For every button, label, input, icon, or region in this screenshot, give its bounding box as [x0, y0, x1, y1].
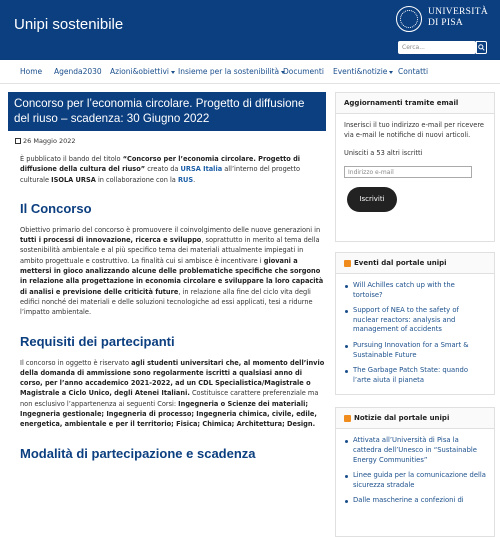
- site-header: [0, 0, 500, 60]
- sidebar: [335, 92, 495, 537]
- nav-agenda2030[interactable]: Agenda2030: [54, 67, 102, 76]
- post-date: 26 Maggio 2022: [23, 137, 76, 145]
- news-widget: [335, 407, 495, 537]
- events-widget: [335, 252, 495, 395]
- post-body: [8, 154, 326, 461]
- search-input[interactable]: Cerca...: [398, 41, 476, 54]
- university-seal-icon[interactable]: [396, 6, 422, 32]
- search-button[interactable]: [476, 41, 487, 54]
- email-widget-description: Inserisci il tuo indirizzo e-mail per ricevere via e-mail le notifiche di nuovi articoli.: [344, 121, 484, 140]
- rss-icon[interactable]: [344, 415, 351, 422]
- subscriber-count: Unisciti a 53 altri iscritti: [344, 148, 423, 157]
- list-item[interactable]: Linee guida per la comunicazione della sicurezza stradale: [344, 468, 486, 493]
- list-item[interactable]: Dalle mascherine a confezioni di: [344, 493, 486, 509]
- email-subscribe-widget: [335, 92, 495, 242]
- list-item[interactable]: The Garbage Patch State: quando l’arte aiuta il pianeta: [344, 363, 486, 388]
- section-heading-modalita: Modalità di partecipazione e scadenza: [20, 445, 256, 461]
- list-item[interactable]: Attivata all’Università di Pisa la cattedra dell’Unesco in “Sustainable Energy Communities”: [344, 433, 486, 468]
- rus-link[interactable]: RUS: [177, 175, 194, 184]
- post-meta: [15, 137, 326, 145]
- concorso-paragraph: Obiettivo primario del concorso è promuovere il coinvolgimento delle nuove generazioni in tutti i processi di innovazione, ricerca e sviluppo, soprattutto in merito al tema della sostenibilità ambientale e al più specifico tema dei materiali attualmente impiegati in ambito progettuale e costruttivo. La finalità cui si ambisce è incentivare i giovani a mettersi in gioco analizzando alcune delle problematiche specifiche che sorgono in relazione alla progettazione in economia circolare e sviluppare la loro capacità di analisi e previsione delle criticità future, in relazione alla fine del ciclo vita degli edifici nonché dei materiali e delle soluzioni tecnologiche ad essi applicati, tesi a ridurne l’impatto ambientale.: [20, 225, 324, 317]
- list-item[interactable]: Support of NEA to the safety of nuclear reactors: analysis and management of accidents: [344, 303, 486, 338]
- news-widget-title: Notizie dal portale unipi: [336, 408, 494, 429]
- email-field[interactable]: Indirizzo e-mail: [344, 166, 472, 178]
- nav-azioni-obiettivi[interactable]: Azioni&obiettivi: [110, 67, 175, 76]
- subscribe-button[interactable]: Iscriviti: [347, 187, 397, 212]
- news-list: [336, 429, 494, 515]
- intro-paragraph: È pubblicato il bando del titolo “Concorso per l’economia circolare. Progetto di diffusione della cultura del riuso” creato da URSA Italia all’interno del progetto culturale ISOLA URSA in collaborazione con la RUS.: [20, 155, 301, 184]
- section-heading-concorso: Il Concorso: [20, 200, 92, 216]
- requisiti-paragraph: Il concorso in oggetto è riservato agli studenti universitari che, al momento dell’invio della domanda di ammissione sono regolarmente iscritti a qualsiasi anno di corso, per l’anno accademico 2021-2022, ad un CDL Specialistica/Magistrale o Magistrale a Ciclo Unico, degli Atenei Italiani. Costituisce carattere preferenziale ma non esclusivo l’appartenenza ai seguenti Corsi: Ingegneria o Scienze dei materiali; Ingegneria gestionale; Ingegneria di processo; Ingegneria chimica, civile, edile, energetica, ambientale e per il territorio; Fisica; Chimica; Architettura; Design.: [20, 358, 325, 429]
- section-heading-requisiti: Requisiti dei partecipanti: [20, 333, 175, 349]
- calendar-icon: [15, 138, 21, 144]
- chevron-down-icon: [171, 71, 175, 74]
- main-content: [8, 92, 326, 470]
- post-title: Concorso per l’economia circolare. Progetto di diffusione del riuso – scadenza: 30 Giugno 2022: [14, 97, 305, 125]
- email-widget-title: Aggiornamenti tramite email: [336, 93, 494, 114]
- list-item[interactable]: Will Achilles catch up with the tortoise?: [344, 278, 486, 303]
- ursa-italia-link[interactable]: URSA Italia: [180, 165, 223, 174]
- list-item[interactable]: Pursuing Innovation for a Smart & Sustainable Future: [344, 338, 486, 363]
- rss-icon[interactable]: [344, 260, 351, 267]
- site-title[interactable]: Unipi sostenibile: [14, 16, 124, 33]
- nav-eventi-notizie[interactable]: Eventi&notizie: [333, 67, 393, 76]
- post-header: [8, 92, 326, 131]
- university-logo-text[interactable]: UNIVERSITÀ DI PISA: [428, 7, 488, 28]
- nav-insieme[interactable]: Insieme per la sostenibilità: [178, 67, 285, 76]
- search-icon: [478, 44, 485, 51]
- chevron-down-icon: [389, 71, 393, 74]
- nav-home[interactable]: Home: [20, 67, 43, 76]
- nav-documenti[interactable]: Documenti: [283, 67, 324, 76]
- events-widget-title: Eventi dal portale unipi: [336, 253, 494, 274]
- nav-contatti[interactable]: Contatti: [398, 67, 429, 76]
- events-list: [336, 274, 494, 394]
- main-nav: [0, 60, 500, 84]
